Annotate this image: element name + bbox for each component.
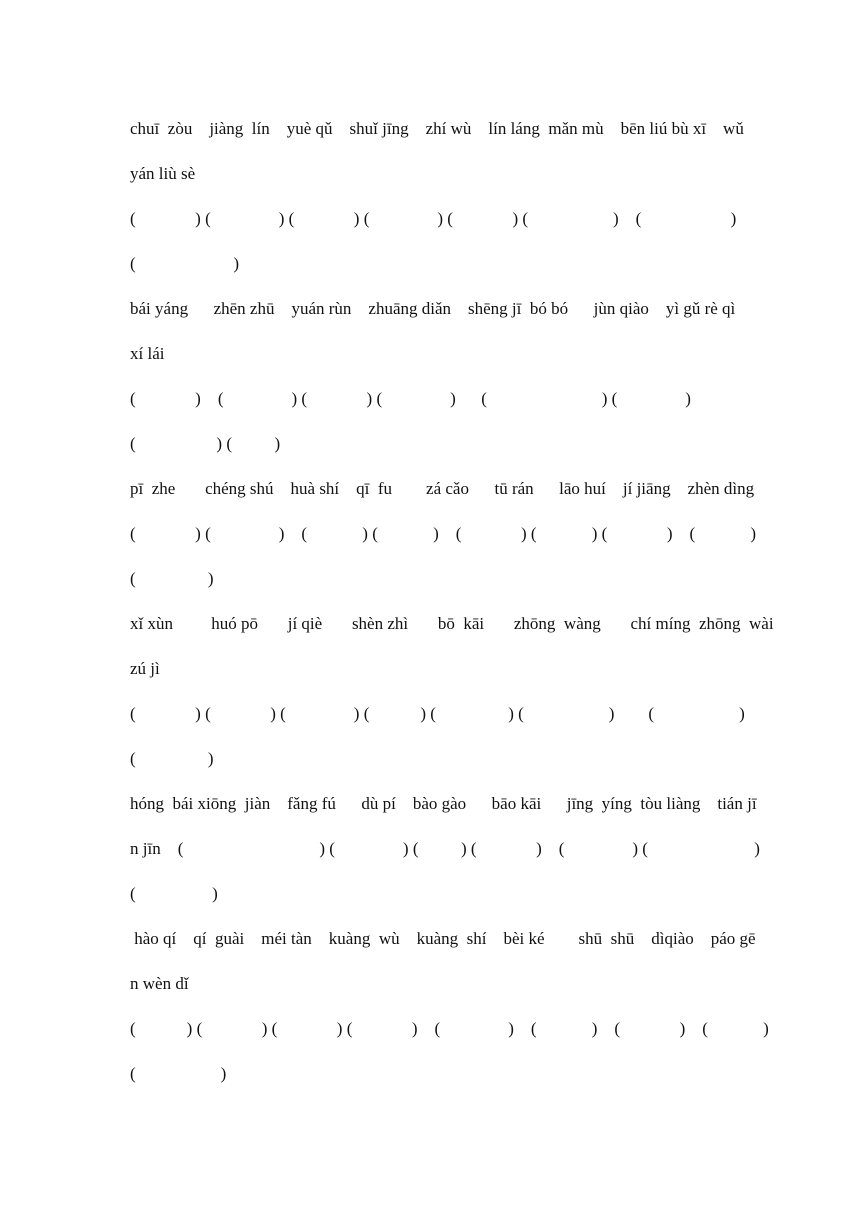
- answer-blanks-line-4-continued: ( ): [130, 749, 214, 768]
- answer-blanks-line-6: ( ) ( ) ( ) ( ) ( ) ( ) ( ) ( ): [130, 1019, 769, 1038]
- pinyin-line-1-continued: yán liù sè: [130, 164, 196, 183]
- answer-blanks-line-5-continued: ( ): [130, 884, 218, 903]
- pinyin-line-4-continued: zú jì: [130, 659, 160, 678]
- answer-blanks-line-1: ( ) ( ) ( ) ( ) ( ) ( ) ( ): [130, 209, 737, 228]
- pinyin-line-6-continued: n wèn dǐ: [130, 974, 189, 993]
- answer-blanks-line-1-continued: ( ): [130, 254, 240, 273]
- pinyin-line-5: hóng bái xiōng jiàn fǎng fú dù pí bào gào bāo kāi jīng yíng tòu liàng tián jī: [130, 794, 757, 813]
- answer-blanks-line-3-continued: ( ): [130, 569, 214, 588]
- pinyin-line-2: bái yáng zhēn zhū yuán rùn zhuāng diǎn shēng jī bó bó jùn qiào yì gǔ rè qì: [130, 299, 736, 318]
- answer-blanks-line-2: ( ) ( ) ( ) ( ) ( ) ( ): [130, 389, 691, 408]
- pinyin-line-1: chuī zòu jiàng lín yuè qǔ shuǐ jīng zhí wù lín láng mǎn mù bēn liú bù xī wǔ: [130, 119, 744, 138]
- answer-blanks-line-4: ( ) ( ) ( ) ( ) ( ) ( ) ( ): [130, 704, 745, 723]
- pinyin-line-6: hào qí qí guài méi tàn kuàng wù kuàng shí bèi ké shū shū dìqiào páo gē: [130, 929, 756, 948]
- pinyin-line-2-continued: xí lái: [130, 344, 165, 363]
- answer-blanks-line-3: ( ) ( ) ( ) ( ) ( ) ( ) ( ) ( ): [130, 524, 757, 543]
- answer-blanks-line-6-continued: ( ): [130, 1064, 227, 1083]
- answer-blanks-line-5: n jīn ( ) ( ) ( ) ( ) ( ) ( ): [130, 839, 760, 858]
- pinyin-line-3: pī zhe chéng shú huà shí qī fu zá cǎo tū rán lāo huí jí jiāng zhèn dìng: [130, 479, 755, 498]
- answer-blanks-line-2-continued: ( ) ( ): [130, 434, 281, 453]
- pinyin-line-4: xǐ xùn huó pō jí qiè shèn zhì bō kāi zhōng wàng chí míng zhōng wài: [130, 614, 774, 633]
